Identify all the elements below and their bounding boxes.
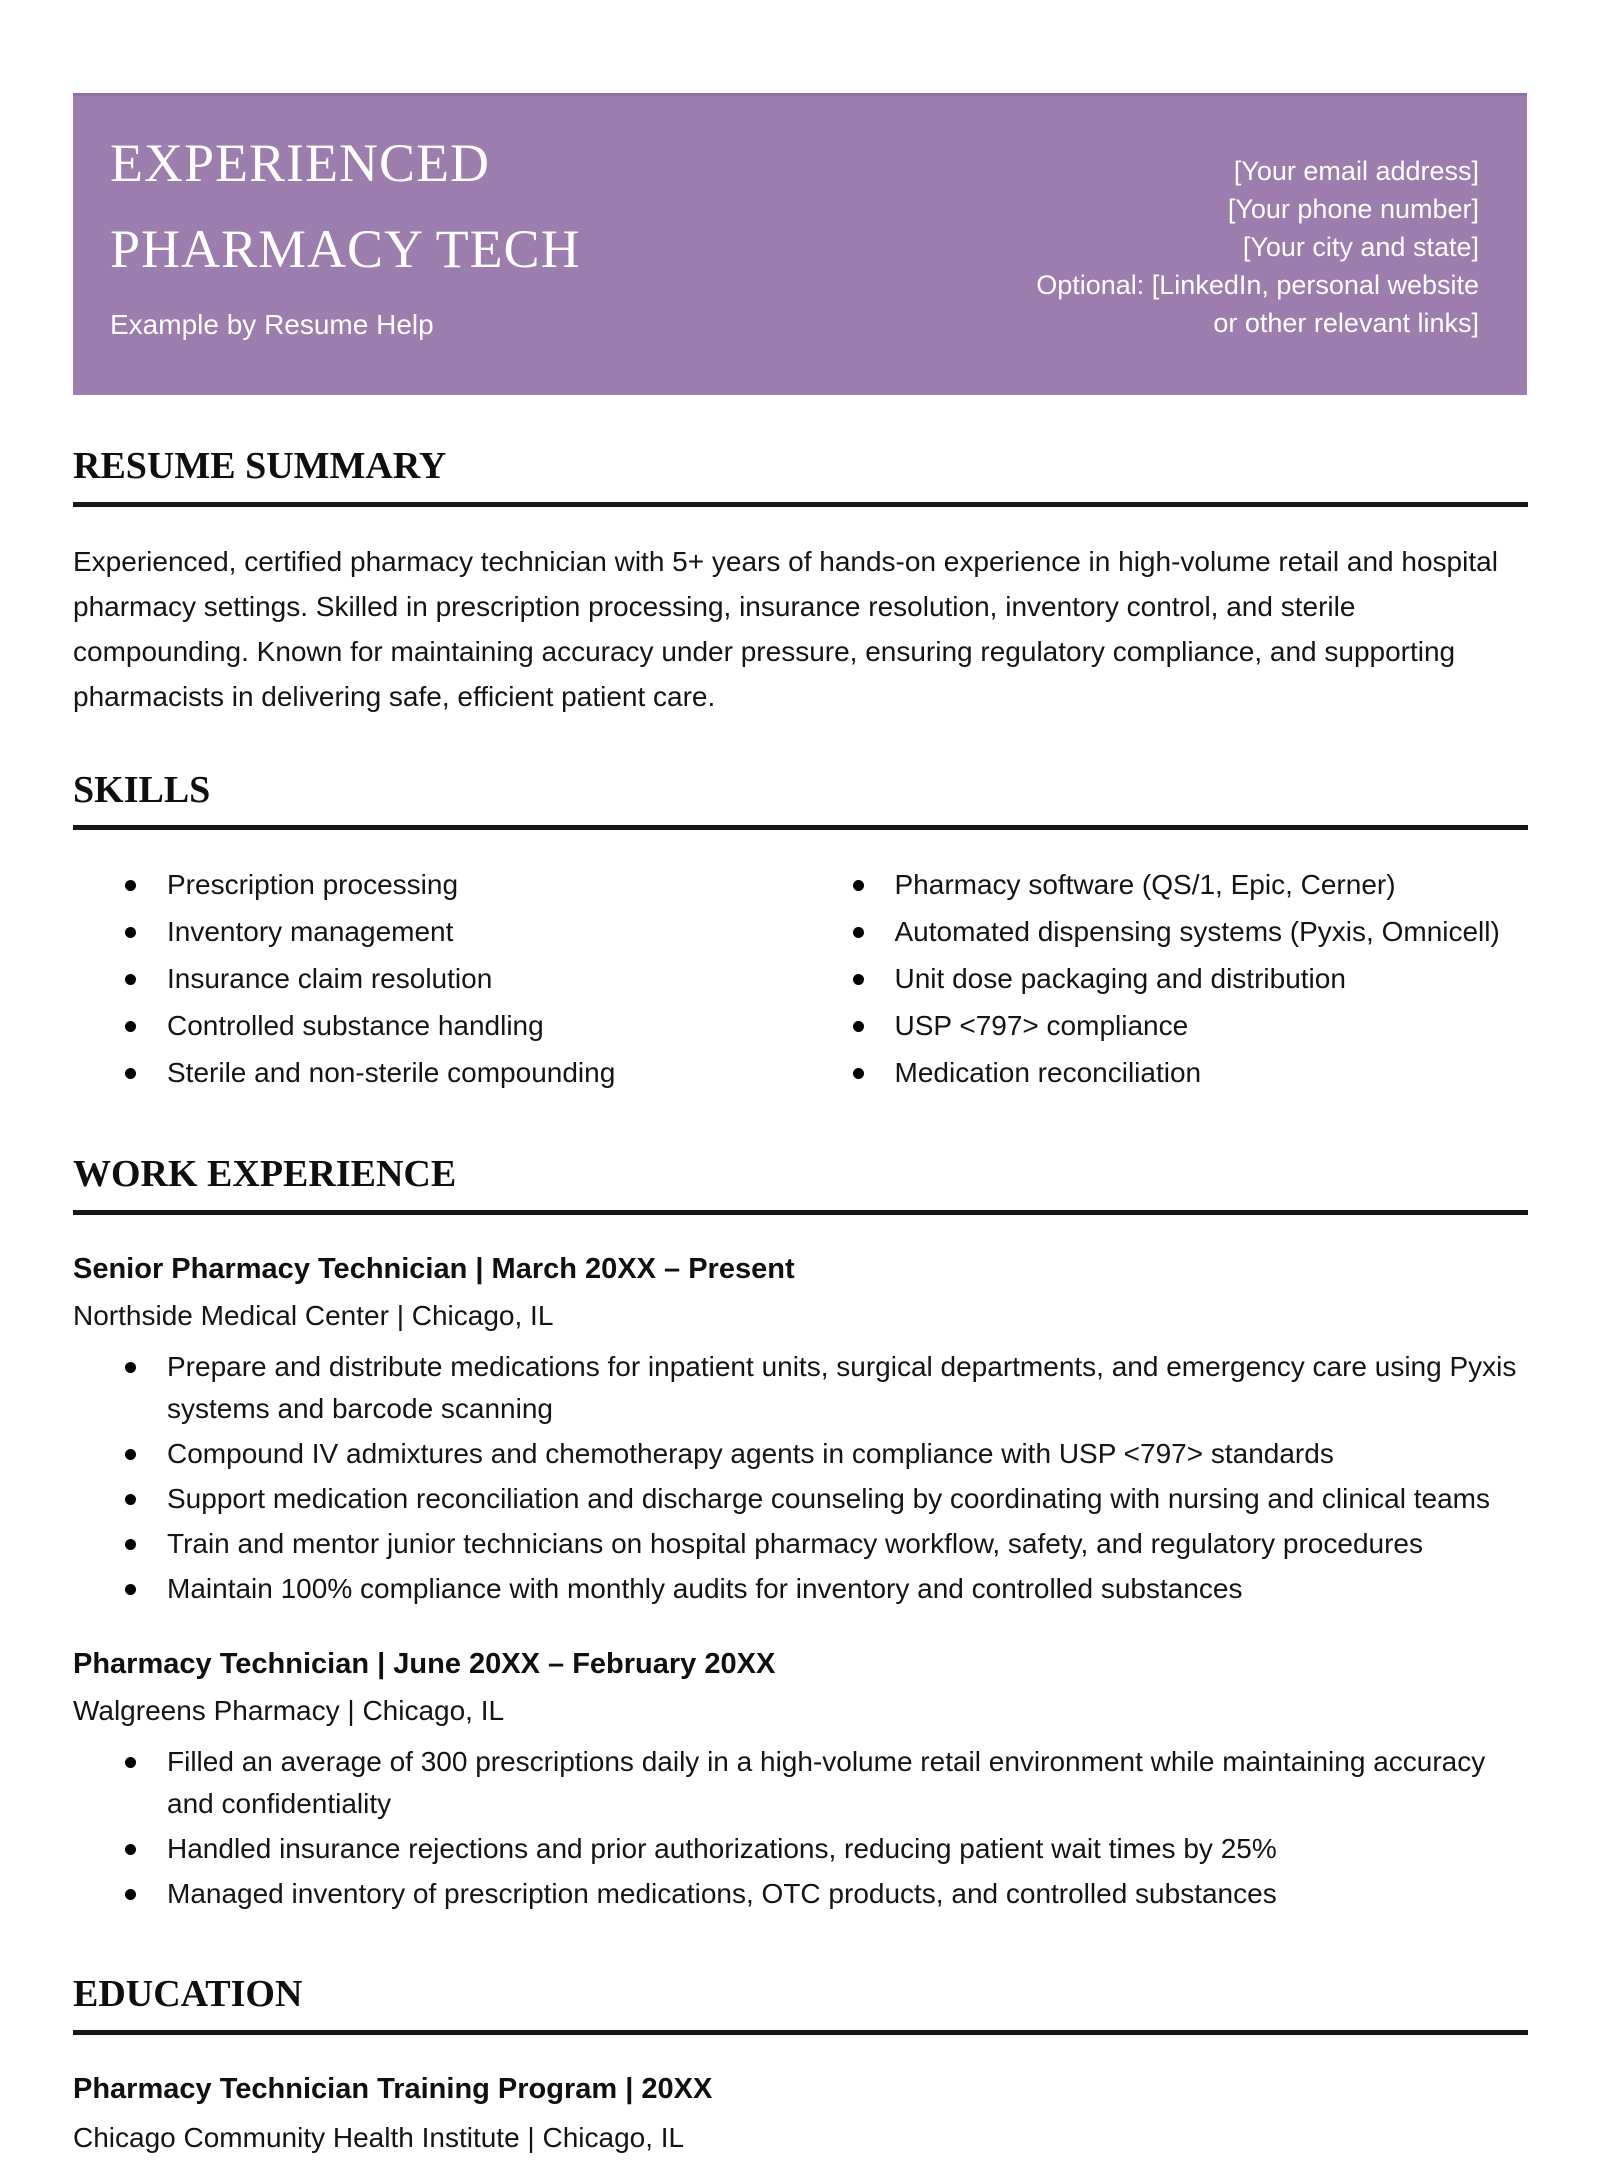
bullet-text: Sterile and non-sterile compounding xyxy=(167,1057,616,1089)
bullet-icon xyxy=(125,974,136,985)
section-work-experience xyxy=(73,1153,1528,1915)
skills-heading: SKILLS xyxy=(73,769,1528,831)
bullet-icon xyxy=(125,1757,136,1768)
bullet-item xyxy=(73,1568,1528,1610)
summary-text: Experienced, certified pharmacy technician with 5+ years of hands-on experience in high-volume retail and hospital pharmacy settings. Skilled in prescription processing, insurance resolution, inventory control, and sterile compounding. Known for maintaining accuracy under pressure, ensuring regulatory compliance, and supporting pharmacists in delivering safe, efficient patient care. xyxy=(73,545,1498,712)
bullet-text: Managed inventory of prescription medications, OTC products, and controlled substances xyxy=(167,1878,1277,1910)
contact-line: or other relevant links] xyxy=(1213,308,1479,338)
bullet-text: Compound IV admixtures and chemotherapy agents in compliance with USP <797> standards xyxy=(167,1438,1334,1470)
bullet-item xyxy=(73,1005,801,1047)
contact-line: [Your city and state] xyxy=(1242,232,1479,262)
bullet-text: Handled insurance rejections and prior authorizations, reducing patient wait times by 25% xyxy=(167,1833,1277,1865)
header-left xyxy=(110,120,581,395)
bullet-item xyxy=(73,1523,1528,1565)
bullet-icon xyxy=(853,880,864,891)
job-entry-pharmacy-technician xyxy=(73,1646,1528,1915)
bullet-text: USP <797> compliance xyxy=(894,1010,1189,1042)
bullet-item xyxy=(801,911,1529,953)
resume-body xyxy=(0,445,1600,2156)
bullet-text: Unit dose packaging and distribution xyxy=(894,963,1346,995)
bullet-item xyxy=(801,1005,1529,1047)
contact-line: [Your phone number] xyxy=(1227,194,1479,224)
bullet-icon xyxy=(853,927,864,938)
contact-line: Optional: [LinkedIn, personal website xyxy=(1036,270,1479,300)
bullet-icon xyxy=(125,1021,136,1032)
resume-title-line-1: EXPERIENCED xyxy=(110,133,490,193)
bullet-icon xyxy=(125,1494,136,1505)
contact-info xyxy=(1036,120,1479,395)
bullet-item xyxy=(73,1828,1528,1870)
job-entry-senior-pharmacy-technician xyxy=(73,1251,1528,1610)
section-education xyxy=(73,1973,1528,2156)
section-summary xyxy=(73,445,1528,719)
bullet-item xyxy=(73,1052,801,1094)
bullet-item xyxy=(73,1346,1528,1430)
bullet-icon xyxy=(125,1889,136,1900)
bullet-text: Insurance claim resolution xyxy=(167,963,493,995)
skills-column-left xyxy=(73,864,801,1099)
bullet-text: Controlled substance handling xyxy=(167,1010,544,1042)
summary-heading: RESUME SUMMARY xyxy=(73,445,1528,507)
work-heading: WORK EXPERIENCE xyxy=(73,1153,1528,1215)
bullet-item xyxy=(73,1873,1528,1915)
bullet-item xyxy=(73,1741,1528,1825)
bullet-item xyxy=(801,1052,1529,1094)
resume-title xyxy=(110,120,581,292)
bullet-icon xyxy=(125,1844,136,1855)
bullet-icon xyxy=(125,1068,136,1079)
bullet-text: Pharmacy software (QS/1, Epic, Cerner) xyxy=(894,869,1396,901)
bullet-icon xyxy=(853,974,864,985)
bullet-text: Support medication reconciliation and discharge counseling by coordinating with nursing and clinical teams xyxy=(167,1483,1490,1515)
bullet-item xyxy=(801,958,1529,1000)
bullet-icon xyxy=(125,1449,136,1460)
job-company: Walgreens Pharmacy | Chicago, IL xyxy=(73,1695,505,1727)
bullet-text: Inventory management xyxy=(167,916,454,948)
section-skills xyxy=(73,769,1528,1100)
bullet-item xyxy=(73,1478,1528,1520)
job-bullets xyxy=(73,1346,1528,1610)
resume-header-band xyxy=(73,93,1527,395)
bullet-item xyxy=(73,958,801,1000)
job-title: Senior Pharmacy Technician | March 20XX – Present xyxy=(73,1253,795,1286)
bullet-icon xyxy=(125,880,136,891)
contact-line: [Your email address] xyxy=(1233,156,1479,186)
job-company: Northside Medical Center | Chicago, IL xyxy=(73,1300,554,1332)
bullet-text: Maintain 100% compliance with monthly audits for inventory and controlled substances xyxy=(167,1573,1243,1605)
bullet-item xyxy=(73,1433,1528,1475)
education-heading: EDUCATION xyxy=(73,1973,1528,2035)
bullet-text: Prepare and distribute medications for inpatient units, surgical departments, and emergency care using Pyxis systems and barcode scanning xyxy=(167,1351,1517,1425)
bullet-icon xyxy=(125,1539,136,1550)
education-degree: Pharmacy Technician Training Program | 20XX xyxy=(73,2072,713,2105)
resume-subtitle: Example by Resume Help xyxy=(110,309,434,340)
resume-page xyxy=(0,93,1600,2164)
bullet-icon xyxy=(853,1068,864,1079)
bullet-item xyxy=(801,864,1529,906)
skills-columns xyxy=(73,864,1528,1099)
bullet-text: Automated dispensing systems (Pyxis, Omnicell) xyxy=(894,916,1500,948)
bullet-text: Filled an average of 300 prescriptions daily in a high-volume retail environment while maintaining accuracy and confidentiality xyxy=(167,1746,1486,1820)
job-bullets xyxy=(73,1741,1528,1915)
bullet-icon xyxy=(125,1584,136,1595)
bullet-icon xyxy=(125,1362,136,1373)
bullet-item xyxy=(73,864,801,906)
education-school: Chicago Community Health Institute | Chicago, IL xyxy=(73,2121,685,2153)
bullet-text: Medication reconciliation xyxy=(894,1057,1202,1089)
bullet-item xyxy=(73,911,801,953)
skills-column-right xyxy=(801,864,1529,1099)
bullet-icon xyxy=(125,927,136,938)
bullet-text: Train and mentor junior technicians on hospital pharmacy workflow, safety, and regulatory procedures xyxy=(167,1528,1423,1560)
bullet-text: Prescription processing xyxy=(167,869,459,901)
bullet-icon xyxy=(853,1021,864,1032)
resume-title-line-2: PHARMACY TECH xyxy=(110,219,581,279)
job-title: Pharmacy Technician | June 20XX – February 20XX xyxy=(73,1648,776,1681)
